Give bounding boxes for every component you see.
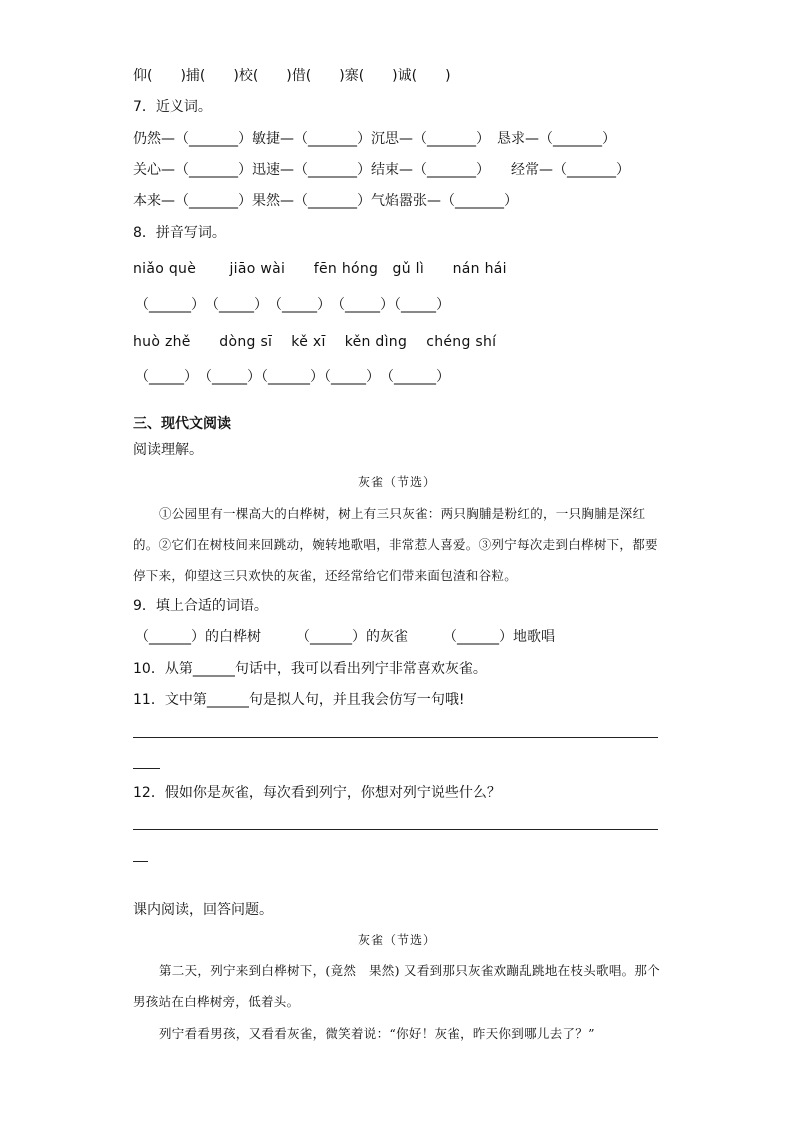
passage-2-paragraph-1: 第二天，列宁来到白桦树下，(竟然 果然) 又看到那只灰雀欢蹦乱跳地在枝头歌唱。那个男孩站在白桦树旁，低着头。 [133,963,661,1009]
synonym-row-3: 本来—（_______）果然—（_______）气焰嚣张—（_______） [133,193,518,209]
passage-1-title: 灰雀（节选） [357,475,436,489]
synonym-row-1: 仍然—（_______）敏捷—（_______）沉思—（_______） 恳求—（_______） [133,131,616,147]
reading-2-intro: 课内阅读，回答问题。 [133,902,273,918]
question-9: 9．填上合适的词语。 [133,598,268,614]
pinyin-blanks-row-1: （______） （_____） （_____） （_____）（_____） [135,297,450,313]
answer-line-12-continuation [133,861,148,862]
question-7-title: 7．近义词。 [133,99,212,115]
pinyin-blanks-row-2: （_____） （_____）（______）（_____） （______） [135,369,450,385]
pinyin-row-2: huò zhě dòng sī kě xī kěn dìng chéng shí [133,334,497,350]
answer-line-11-continuation [133,768,160,769]
answer-line-12[interactable] [133,829,658,830]
question-8-title: 8．拼音写词。 [133,225,226,241]
answer-line-11[interactable] [133,737,658,738]
passage-2-title: 灰雀（节选） [357,933,436,947]
reading-intro: 阅读理解。 [133,442,203,458]
pinyin-row-1: niǎo què jiāo wài fēn hóng gǔ lì nán hái [133,261,507,277]
question-10: 10．从第______句话中，我可以看出列宁非常喜欢灰雀。 [133,661,487,677]
passage-2-paragraph-2: 列宁看看男孩，又看看灰雀，微笑着说：“你好！灰雀，昨天你到哪儿去了？” [159,1026,595,1041]
question-9-blanks: （______）的白桦树 （______）的灰雀 （______）地歌唱 [135,629,555,645]
section-3-heading: 三、现代文阅读 [133,416,231,432]
synonym-row-2: 关心—（_______）迅速—（_______）结束—（_______） 经常—（_______） [133,162,630,178]
question-12: 12．假如你是灰雀，每次看到列宁，你想对列宁说些什么？ [133,785,501,801]
polyphone-characters-line: 仰( )捕( )校( )借( )寨( )诚( ) [133,68,451,84]
question-11: 11．文中第______句是拟人句，并且我会仿写一句哦! [133,692,465,708]
passage-1-text: ①公园里有一棵高大的白桦树，树上有三只灰雀：两只胸脯是粉红的，一只胸脯是深红的。②它们在树枝间来回跳动，婉转地歌唱，非常惹人喜爱。③列宁每次走到白桦树下，都要停下来，仰望这三只欢快的灰雀，还经常给它们带来面包渣和谷粒。 [133,506,658,583]
